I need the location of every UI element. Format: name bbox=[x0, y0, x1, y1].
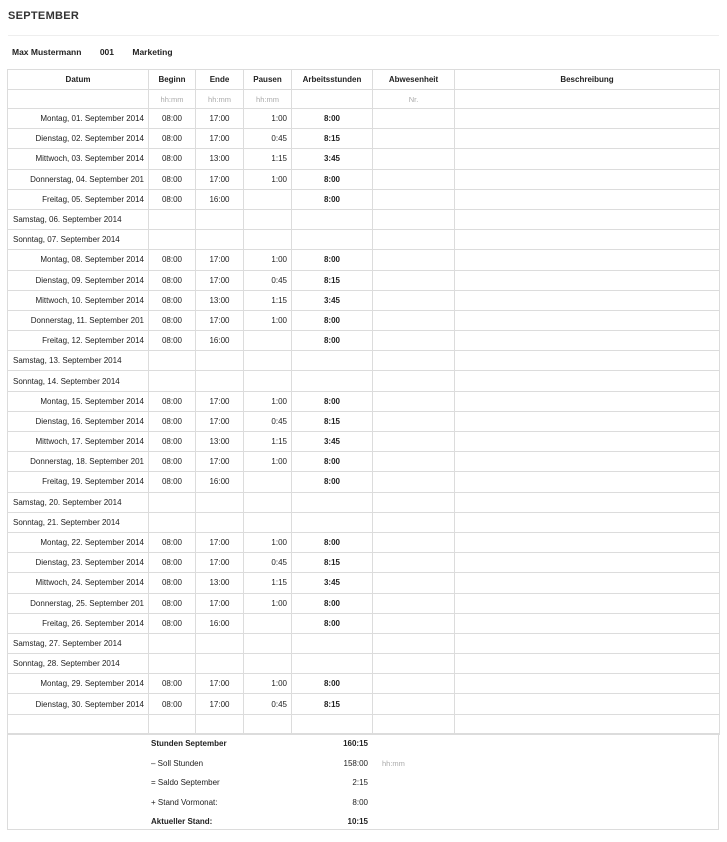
col-header-hours: Arbeitsstunden bbox=[292, 70, 373, 90]
row-end: 17:00 bbox=[196, 250, 244, 270]
row-description bbox=[455, 129, 720, 149]
row-date: Dienstag, 16. September 2014 bbox=[8, 411, 149, 431]
empty-cell bbox=[244, 714, 292, 734]
row-hours: 3:45 bbox=[292, 290, 373, 310]
row-hours: 8:00 bbox=[292, 331, 373, 351]
row-pause bbox=[244, 351, 292, 371]
row-begin bbox=[149, 492, 196, 512]
row-description bbox=[455, 573, 720, 593]
col-header-description: Beschreibung bbox=[455, 70, 720, 90]
summary-target-unit: hh:mm bbox=[382, 758, 405, 768]
row-pause bbox=[244, 654, 292, 674]
row-end: 17:00 bbox=[196, 593, 244, 613]
row-pause: 1:00 bbox=[244, 674, 292, 694]
empty-cell bbox=[373, 714, 455, 734]
page-title: SEPTEMBER bbox=[8, 10, 80, 22]
col-header-pause: Pausen bbox=[244, 70, 292, 90]
units-row bbox=[8, 90, 720, 109]
row-date: Freitag, 19. September 2014 bbox=[8, 472, 149, 492]
empty-cell bbox=[149, 714, 196, 734]
row-hours: 8:00 bbox=[292, 452, 373, 472]
row-description bbox=[455, 169, 720, 189]
row-absence bbox=[373, 331, 455, 351]
row-description bbox=[455, 674, 720, 694]
row-end: 13:00 bbox=[196, 149, 244, 169]
row-absence bbox=[373, 189, 455, 209]
row-absence bbox=[373, 270, 455, 290]
row-date: Mittwoch, 17. September 2014 bbox=[8, 432, 149, 452]
row-pause: 1:00 bbox=[244, 109, 292, 129]
row-description bbox=[455, 411, 720, 431]
row-date: Montag, 22. September 2014 bbox=[8, 532, 149, 552]
row-date: Sonntag, 07. September 2014 bbox=[8, 230, 149, 250]
row-pause bbox=[244, 512, 292, 532]
row-pause: 1:15 bbox=[244, 290, 292, 310]
row-absence bbox=[373, 129, 455, 149]
row-date: Donnerstag, 18. September 201 bbox=[8, 452, 149, 472]
row-begin: 08:00 bbox=[149, 573, 196, 593]
summary-box bbox=[7, 733, 719, 830]
row-description bbox=[455, 492, 720, 512]
header-row bbox=[8, 70, 720, 90]
summary-balance-value: 2:15 bbox=[352, 778, 368, 787]
row-pause: 0:45 bbox=[244, 129, 292, 149]
summary-previous-row bbox=[8, 793, 718, 812]
row-begin: 08:00 bbox=[149, 149, 196, 169]
row-begin: 08:00 bbox=[149, 694, 196, 714]
row-begin: 08:00 bbox=[149, 310, 196, 330]
row-pause bbox=[244, 371, 292, 391]
row-absence bbox=[373, 290, 455, 310]
row-begin bbox=[149, 633, 196, 653]
row-description bbox=[455, 532, 720, 552]
table-row bbox=[8, 492, 720, 512]
row-absence bbox=[373, 512, 455, 532]
row-date: Sonntag, 14. September 2014 bbox=[8, 371, 149, 391]
row-pause: 1:00 bbox=[244, 452, 292, 472]
summary-balance-row bbox=[8, 773, 718, 792]
row-hours bbox=[292, 512, 373, 532]
col-header-begin: Beginn bbox=[149, 70, 196, 90]
row-description bbox=[455, 432, 720, 452]
row-description bbox=[455, 331, 720, 351]
employee-name: Max Mustermann bbox=[12, 47, 82, 57]
row-begin: 08:00 bbox=[149, 169, 196, 189]
row-end bbox=[196, 512, 244, 532]
row-absence bbox=[373, 593, 455, 613]
row-pause: 0:45 bbox=[244, 553, 292, 573]
row-begin: 08:00 bbox=[149, 129, 196, 149]
table-row bbox=[8, 351, 720, 371]
row-end bbox=[196, 351, 244, 371]
row-hours bbox=[292, 371, 373, 391]
row-hours: 8:00 bbox=[292, 532, 373, 552]
employee-number: 001 bbox=[99, 47, 114, 57]
empty-cell bbox=[196, 714, 244, 734]
row-description bbox=[455, 209, 720, 229]
row-pause bbox=[244, 230, 292, 250]
row-description bbox=[455, 310, 720, 330]
row-hours bbox=[292, 492, 373, 512]
row-description bbox=[455, 290, 720, 310]
row-date: Montag, 15. September 2014 bbox=[8, 391, 149, 411]
row-hours: 3:45 bbox=[292, 432, 373, 452]
row-begin: 08:00 bbox=[149, 391, 196, 411]
row-pause bbox=[244, 331, 292, 351]
table-row bbox=[8, 209, 720, 229]
row-date: Montag, 08. September 2014 bbox=[8, 250, 149, 270]
row-date: Dienstag, 30. September 2014 bbox=[8, 694, 149, 714]
row-pause: 1:15 bbox=[244, 432, 292, 452]
row-description bbox=[455, 633, 720, 653]
col-header-date: Datum bbox=[8, 70, 149, 90]
row-begin bbox=[149, 512, 196, 532]
row-hours: 3:45 bbox=[292, 573, 373, 593]
row-begin: 08:00 bbox=[149, 432, 196, 452]
table-row bbox=[8, 290, 720, 310]
row-hours: 8:00 bbox=[292, 250, 373, 270]
row-description bbox=[455, 189, 720, 209]
row-begin bbox=[149, 209, 196, 229]
row-hours: 8:00 bbox=[292, 169, 373, 189]
row-pause: 1:15 bbox=[244, 573, 292, 593]
table-row bbox=[8, 613, 720, 633]
row-absence bbox=[373, 674, 455, 694]
table-row bbox=[8, 512, 720, 532]
table-row bbox=[8, 270, 720, 290]
row-pause bbox=[244, 492, 292, 512]
row-end bbox=[196, 633, 244, 653]
row-pause bbox=[244, 613, 292, 633]
divider bbox=[8, 35, 719, 36]
row-begin bbox=[149, 654, 196, 674]
row-absence bbox=[373, 492, 455, 512]
row-begin: 08:00 bbox=[149, 290, 196, 310]
col-header-absence: Abwesenheit bbox=[373, 70, 455, 90]
summary-current-label: Aktueller Stand: bbox=[151, 817, 213, 826]
row-pause: 0:45 bbox=[244, 411, 292, 431]
row-end bbox=[196, 371, 244, 391]
row-description bbox=[455, 613, 720, 633]
row-hours bbox=[292, 230, 373, 250]
row-end: 17:00 bbox=[196, 532, 244, 552]
summary-total-value: 160:15 bbox=[343, 739, 368, 748]
row-end: 17:00 bbox=[196, 109, 244, 129]
row-hours bbox=[292, 351, 373, 371]
row-end: 13:00 bbox=[196, 573, 244, 593]
row-end: 17:00 bbox=[196, 694, 244, 714]
row-absence bbox=[373, 351, 455, 371]
row-end: 17:00 bbox=[196, 411, 244, 431]
row-date: Donnerstag, 04. September 201 bbox=[8, 169, 149, 189]
table-row bbox=[8, 593, 720, 613]
row-pause bbox=[244, 209, 292, 229]
row-begin: 08:00 bbox=[149, 189, 196, 209]
row-hours: 3:45 bbox=[292, 149, 373, 169]
row-description bbox=[455, 593, 720, 613]
table-row bbox=[8, 230, 720, 250]
row-absence bbox=[373, 149, 455, 169]
row-hours: 8:15 bbox=[292, 270, 373, 290]
row-description bbox=[455, 250, 720, 270]
table-row bbox=[8, 694, 720, 714]
row-end: 17:00 bbox=[196, 553, 244, 573]
table-row bbox=[8, 391, 720, 411]
row-absence bbox=[373, 694, 455, 714]
row-date: Sonntag, 21. September 2014 bbox=[8, 512, 149, 532]
row-absence bbox=[373, 371, 455, 391]
row-date: Sonntag, 28. September 2014 bbox=[8, 654, 149, 674]
summary-target-value: 158:00 bbox=[343, 758, 368, 768]
row-begin: 08:00 bbox=[149, 472, 196, 492]
table-row bbox=[8, 452, 720, 472]
row-end: 17:00 bbox=[196, 674, 244, 694]
row-absence bbox=[373, 109, 455, 129]
row-hours bbox=[292, 633, 373, 653]
row-date: Donnerstag, 11. September 201 bbox=[8, 310, 149, 330]
row-pause: 0:45 bbox=[244, 270, 292, 290]
row-absence bbox=[373, 573, 455, 593]
row-begin: 08:00 bbox=[149, 411, 196, 431]
row-description bbox=[455, 512, 720, 532]
row-date: Freitag, 26. September 2014 bbox=[8, 613, 149, 633]
row-description bbox=[455, 553, 720, 573]
row-absence bbox=[373, 250, 455, 270]
row-begin: 08:00 bbox=[149, 553, 196, 573]
row-hours: 8:15 bbox=[292, 411, 373, 431]
row-absence bbox=[373, 553, 455, 573]
row-description bbox=[455, 270, 720, 290]
row-hours: 8:00 bbox=[292, 310, 373, 330]
summary-target-row bbox=[8, 754, 718, 773]
table-row bbox=[8, 472, 720, 492]
row-absence bbox=[373, 230, 455, 250]
timesheet-body bbox=[8, 109, 720, 735]
row-begin bbox=[149, 230, 196, 250]
row-pause bbox=[244, 472, 292, 492]
employee-info bbox=[12, 47, 189, 57]
row-date: Dienstag, 02. September 2014 bbox=[8, 129, 149, 149]
row-begin: 08:00 bbox=[149, 270, 196, 290]
row-absence bbox=[373, 411, 455, 431]
row-hours: 8:00 bbox=[292, 189, 373, 209]
row-date: Dienstag, 09. September 2014 bbox=[8, 270, 149, 290]
table-row bbox=[8, 553, 720, 573]
row-date: Montag, 29. September 2014 bbox=[8, 674, 149, 694]
summary-previous-label: + Stand Vormonat: bbox=[151, 797, 218, 807]
row-pause bbox=[244, 189, 292, 209]
table-row bbox=[8, 411, 720, 431]
row-hours: 8:00 bbox=[292, 109, 373, 129]
row-end: 17:00 bbox=[196, 452, 244, 472]
row-description bbox=[455, 109, 720, 129]
timesheet-table bbox=[7, 69, 720, 735]
row-absence bbox=[373, 472, 455, 492]
row-begin: 08:00 bbox=[149, 532, 196, 552]
summary-current-row bbox=[8, 812, 718, 831]
row-hours: 8:15 bbox=[292, 694, 373, 714]
row-absence bbox=[373, 432, 455, 452]
unit-pause: hh:mm bbox=[244, 90, 292, 109]
unit-date bbox=[8, 90, 149, 109]
row-pause: 1:00 bbox=[244, 169, 292, 189]
row-date: Samstag, 20. September 2014 bbox=[8, 492, 149, 512]
row-pause bbox=[244, 633, 292, 653]
row-description bbox=[455, 654, 720, 674]
row-absence bbox=[373, 633, 455, 653]
row-end bbox=[196, 654, 244, 674]
row-begin: 08:00 bbox=[149, 250, 196, 270]
row-begin: 08:00 bbox=[149, 109, 196, 129]
row-date: Samstag, 13. September 2014 bbox=[8, 351, 149, 371]
row-absence bbox=[373, 209, 455, 229]
row-absence bbox=[373, 452, 455, 472]
empty-cell bbox=[455, 714, 720, 734]
row-hours: 8:00 bbox=[292, 472, 373, 492]
row-absence bbox=[373, 169, 455, 189]
row-description bbox=[455, 472, 720, 492]
table-row bbox=[8, 109, 720, 129]
empty-cell bbox=[292, 714, 373, 734]
row-pause: 1:00 bbox=[244, 391, 292, 411]
table-row bbox=[8, 129, 720, 149]
row-pause: 1:00 bbox=[244, 310, 292, 330]
row-end: 16:00 bbox=[196, 189, 244, 209]
row-description bbox=[455, 230, 720, 250]
table-row bbox=[8, 674, 720, 694]
row-description bbox=[455, 452, 720, 472]
summary-target-label: – Soll Stunden bbox=[151, 758, 204, 768]
summary-current-value: 10:15 bbox=[347, 817, 368, 826]
summary-total-row bbox=[8, 734, 718, 753]
row-absence bbox=[373, 310, 455, 330]
summary-balance-label: = Saldo September bbox=[151, 778, 220, 787]
row-date: Samstag, 06. September 2014 bbox=[8, 209, 149, 229]
row-absence bbox=[373, 532, 455, 552]
row-end bbox=[196, 230, 244, 250]
empty-cell bbox=[8, 714, 149, 734]
row-pause: 1:00 bbox=[244, 532, 292, 552]
row-description bbox=[455, 371, 720, 391]
row-begin: 08:00 bbox=[149, 613, 196, 633]
row-end: 17:00 bbox=[196, 391, 244, 411]
row-date: Mittwoch, 24. September 2014 bbox=[8, 573, 149, 593]
row-begin: 08:00 bbox=[149, 331, 196, 351]
unit-absence: Nr. bbox=[373, 90, 455, 109]
row-pause: 0:45 bbox=[244, 694, 292, 714]
row-date: Freitag, 12. September 2014 bbox=[8, 331, 149, 351]
row-begin bbox=[149, 371, 196, 391]
row-date: Mittwoch, 03. September 2014 bbox=[8, 149, 149, 169]
row-end: 13:00 bbox=[196, 432, 244, 452]
row-hours bbox=[292, 654, 373, 674]
row-absence bbox=[373, 613, 455, 633]
row-end: 16:00 bbox=[196, 331, 244, 351]
row-end: 17:00 bbox=[196, 129, 244, 149]
row-hours: 8:15 bbox=[292, 553, 373, 573]
unit-end: hh:mm bbox=[196, 90, 244, 109]
row-description bbox=[455, 351, 720, 371]
row-hours: 8:15 bbox=[292, 129, 373, 149]
row-hours bbox=[292, 209, 373, 229]
row-end: 16:00 bbox=[196, 613, 244, 633]
row-begin: 08:00 bbox=[149, 452, 196, 472]
row-date: Dienstag, 23. September 2014 bbox=[8, 553, 149, 573]
row-begin: 08:00 bbox=[149, 674, 196, 694]
table-row-empty bbox=[8, 714, 720, 734]
row-absence bbox=[373, 391, 455, 411]
row-hours: 8:00 bbox=[292, 613, 373, 633]
table-row bbox=[8, 169, 720, 189]
row-pause: 1:00 bbox=[244, 250, 292, 270]
table-row bbox=[8, 149, 720, 169]
unit-hours bbox=[292, 90, 373, 109]
row-end bbox=[196, 492, 244, 512]
table-row bbox=[8, 654, 720, 674]
row-date: Montag, 01. September 2014 bbox=[8, 109, 149, 129]
row-hours: 8:00 bbox=[292, 391, 373, 411]
row-end: 17:00 bbox=[196, 169, 244, 189]
unit-begin: hh:mm bbox=[149, 90, 196, 109]
row-description bbox=[455, 149, 720, 169]
table-row bbox=[8, 331, 720, 351]
summary-previous-value: 8:00 bbox=[352, 797, 368, 807]
row-date: Donnerstag, 25. September 201 bbox=[8, 593, 149, 613]
row-end: 13:00 bbox=[196, 290, 244, 310]
row-end: 17:00 bbox=[196, 270, 244, 290]
row-date: Mittwoch, 10. September 2014 bbox=[8, 290, 149, 310]
row-end bbox=[196, 209, 244, 229]
table-row bbox=[8, 573, 720, 593]
row-pause: 1:15 bbox=[244, 149, 292, 169]
row-end: 17:00 bbox=[196, 310, 244, 330]
unit-description bbox=[455, 90, 720, 109]
table-row bbox=[8, 633, 720, 653]
row-description bbox=[455, 391, 720, 411]
summary-total-label: Stunden September bbox=[151, 739, 227, 748]
row-begin bbox=[149, 351, 196, 371]
col-header-end: Ende bbox=[196, 70, 244, 90]
table-row bbox=[8, 250, 720, 270]
row-pause: 1:00 bbox=[244, 593, 292, 613]
table-row bbox=[8, 532, 720, 552]
row-description bbox=[455, 694, 720, 714]
table-row bbox=[8, 189, 720, 209]
row-date: Samstag, 27. September 2014 bbox=[8, 633, 149, 653]
row-hours: 8:00 bbox=[292, 593, 373, 613]
row-date: Freitag, 05. September 2014 bbox=[8, 189, 149, 209]
employee-department: Marketing bbox=[132, 47, 173, 57]
table-row bbox=[8, 371, 720, 391]
table-row bbox=[8, 310, 720, 330]
table-row bbox=[8, 432, 720, 452]
row-end: 16:00 bbox=[196, 472, 244, 492]
row-hours: 8:00 bbox=[292, 674, 373, 694]
row-absence bbox=[373, 654, 455, 674]
row-begin: 08:00 bbox=[149, 593, 196, 613]
